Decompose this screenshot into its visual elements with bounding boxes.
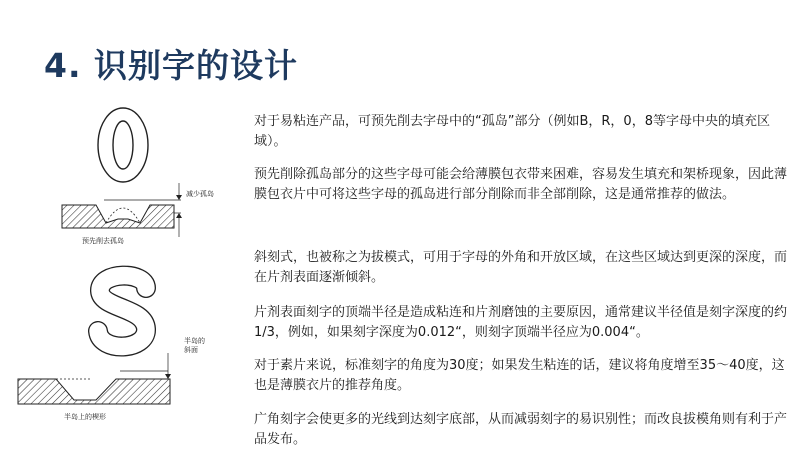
island-reduction-callout: 减少孤岛 [186,190,214,198]
engraving-diagrams [0,95,245,450]
outline-letter-s-glyph [98,276,146,347]
top-figure-caption: 预先削去孤岛 [82,237,124,245]
paragraph-island-removal: 对于易粘连产品，可预先削去字母中的“孤岛”部分（例如B，R，0，8等字母中央的填充区域）。 [254,114,770,149]
paragraph-tip-radius: 片剂表面刻字的顶端半径是造成粘连和片剂磨蚀的主要原因，通常建议半径值是刻字深度的约1/3，例如，如果刻字深度为0.012“，则刻字顶端半径应为0.004“。 [254,305,788,340]
paragraph-partial-removal: 预先削除孤岛部分的这些字母可能会给薄膜包衣带来困难，容易发生填充和架桥现象，因此薄膜包衣片中可将这些字母的孤岛进行部分削除而非全部削除，这是通常推荐的做法。 [254,167,788,202]
paragraph-draft-style: 斜刻式，也被称之为拔模式，可用于字母的外角和开放区域，在这些区域达到更深的深度，而在片剂表面逐渐倾斜。 [254,250,788,285]
callout-line-2: 斜面 [184,346,198,354]
bottom-figure-caption: 半岛上的楔形 [64,413,106,421]
peninsula-wedge-cross-section [18,353,171,404]
slide-title: 4. 识别字的设计 [44,46,298,85]
callout-line-1: 半岛的 [184,337,205,345]
peninsula-slope-callout [184,336,207,354]
figure-panel [0,95,245,450]
outline-letter-o-glyph [98,108,148,182]
paragraph-engraving-angle: 对于素片来说，标准刻字的角度为30度；如果发生粘连的话，建议将角度增至35～40度，这也是薄膜衣片的推荐角度。 [254,358,785,393]
paragraph-wide-angle: 广角刻字会使更多的光线到达刻字底部，从而减弱刻字的易识别性；而改良拔模角则有利于产品发布。 [254,412,788,447]
island-cutaway-cross-section [62,183,182,237]
